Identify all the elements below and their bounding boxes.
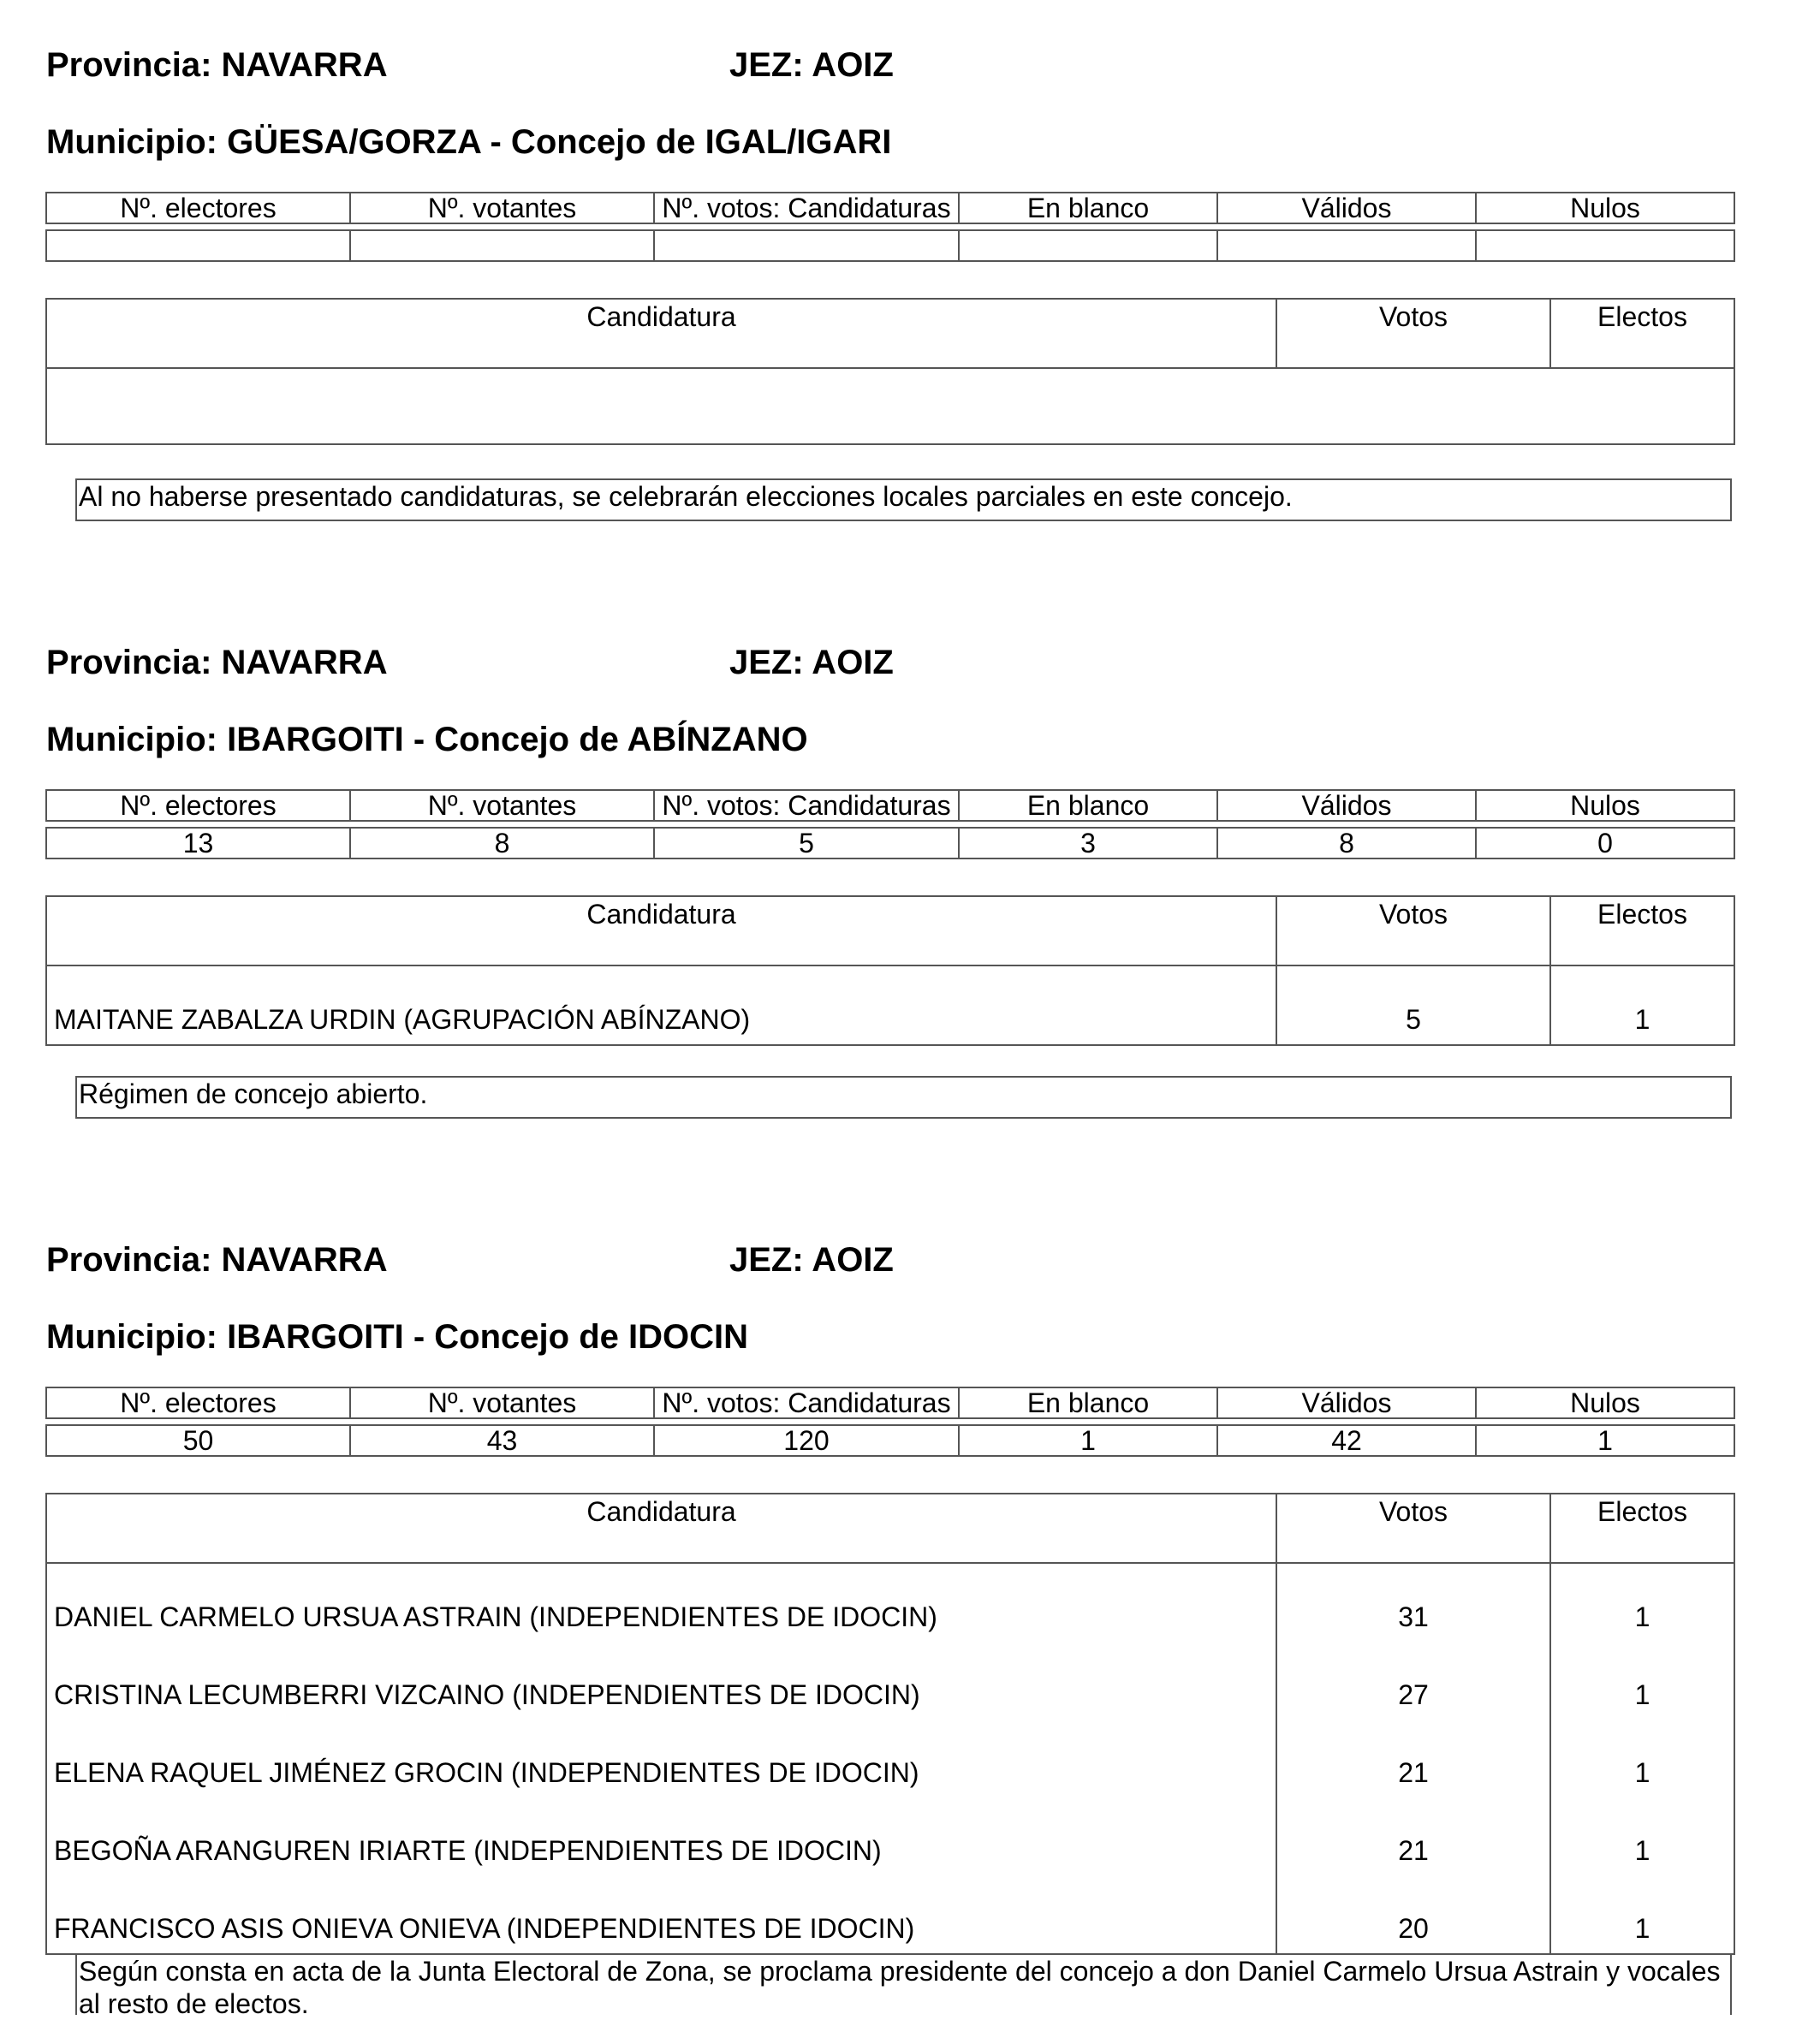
header-electos: Electos — [1550, 299, 1734, 368]
stats-header-validos: Válidos — [1217, 1387, 1476, 1418]
header-candidatura: Candidatura — [46, 1494, 1276, 1563]
stats-value-votos-candidaturas: 5 — [654, 828, 959, 858]
header-electos: Electos — [1550, 1494, 1734, 1563]
stats-header-votos-candidaturas: Nº. votos: Candidaturas — [654, 790, 959, 821]
stats-header-validos: Válidos — [1217, 193, 1476, 223]
stats-value-votantes: 8 — [350, 828, 654, 858]
candidate-votos: 20 — [1276, 1875, 1550, 1954]
stats-value-votos-candidaturas: 120 — [654, 1425, 959, 1456]
candidate-electos: 1 — [1550, 1720, 1734, 1797]
candidate-electos: 1 — [1550, 965, 1734, 1045]
candidate-electos: 1 — [1550, 1875, 1734, 1954]
candidate-votos: 31 — [1276, 1563, 1550, 1642]
stats-value-electores: 50 — [46, 1425, 350, 1456]
jez-heading: JEZ: AOIZ — [729, 1241, 894, 1279]
stats-table — [45, 192, 1735, 262]
stats-value-nulos — [1476, 230, 1734, 261]
municipio-heading: Municipio: GÜESA/GORZA - Concejo de IGAL/IGARI — [46, 123, 892, 161]
municipio-heading: Municipio: IBARGOITI - Concejo de ABÍNZANO — [46, 721, 808, 758]
jez-heading: JEZ: AOIZ — [729, 644, 894, 681]
note-box: Según consta en acta de la Junta Electoral de Zona, se proclama presidente del concejo a don Daniel Carmelo Ursua Astrain y vocales al resto de electos. — [75, 1953, 1732, 2015]
header-votos: Votos — [1276, 299, 1550, 368]
candidate-votos: 27 — [1276, 1642, 1550, 1720]
header-votos: Votos — [1276, 896, 1550, 965]
candidates-table — [45, 895, 1735, 1046]
stats-header-nulos: Nulos — [1476, 790, 1734, 821]
stats-header-en-blanco: En blanco — [959, 1387, 1217, 1418]
candidate-votos: 21 — [1276, 1797, 1550, 1875]
stats-header-nulos: Nulos — [1476, 193, 1734, 223]
candidate-name: ELENA RAQUEL JIMÉNEZ GROCIN (INDEPENDIENTES DE IDOCIN) — [46, 1720, 1276, 1797]
stats-header-row — [46, 193, 1734, 223]
candidate-row — [46, 1642, 1734, 1720]
stats-value-row — [46, 230, 1734, 261]
stats-value-validos — [1217, 230, 1476, 261]
stats-header-votos-candidaturas: Nº. votos: Candidaturas — [654, 1387, 959, 1418]
stats-header-en-blanco: En blanco — [959, 790, 1217, 821]
empty-candidates-cell — [46, 368, 1734, 444]
stats-value-electores — [46, 230, 350, 261]
stats-value-en-blanco: 1 — [959, 1425, 1217, 1456]
stats-table — [45, 1387, 1735, 1457]
stats-header-nulos: Nulos — [1476, 1387, 1734, 1418]
stats-table — [45, 789, 1735, 859]
stats-header-electores: Nº. electores — [46, 790, 350, 821]
stats-value-electores: 13 — [46, 828, 350, 858]
stats-value-nulos: 0 — [1476, 828, 1734, 858]
municipio-heading: Municipio: IBARGOITI - Concejo de IDOCIN — [46, 1318, 748, 1356]
concejo-section-abinzano — [0, 597, 1820, 1197]
stats-header-votantes: Nº. votantes — [350, 790, 654, 821]
stats-header-en-blanco: En blanco — [959, 193, 1217, 223]
stats-value-validos: 42 — [1217, 1425, 1476, 1456]
candidate-votos: 21 — [1276, 1720, 1550, 1797]
candidate-row — [46, 965, 1734, 1045]
candidates-header-row — [46, 896, 1734, 965]
stats-header-electores: Nº. electores — [46, 193, 350, 223]
candidate-name: CRISTINA LECUMBERRI VIZCAINO (INDEPENDIENTES DE IDOCIN) — [46, 1642, 1276, 1720]
candidate-electos: 1 — [1550, 1642, 1734, 1720]
candidate-electos: 1 — [1550, 1563, 1734, 1642]
candidate-row — [46, 1563, 1734, 1642]
candidate-name: BEGOÑA ARANGUREN IRIARTE (INDEPENDIENTES DE IDOCIN) — [46, 1797, 1276, 1875]
candidate-electos: 1 — [1550, 1797, 1734, 1875]
stats-value-en-blanco: 3 — [959, 828, 1217, 858]
candidate-row — [46, 1720, 1734, 1797]
header-votos: Votos — [1276, 1494, 1550, 1563]
stats-value-votantes: 43 — [350, 1425, 654, 1456]
candidates-table — [45, 1493, 1735, 1955]
stats-header-votantes: Nº. votantes — [350, 1387, 654, 1418]
candidates-header-row — [46, 1494, 1734, 1563]
header-candidatura: Candidatura — [46, 896, 1276, 965]
candidate-name: DANIEL CARMELO URSUA ASTRAIN (INDEPENDIENTES DE IDOCIN) — [46, 1563, 1276, 1642]
candidate-row — [46, 1797, 1734, 1875]
candidate-name: FRANCISCO ASIS ONIEVA ONIEVA (INDEPENDIENTES DE IDOCIN) — [46, 1875, 1276, 1954]
note-box: Al no haberse presentado candidaturas, se celebrarán elecciones locales parciales en este concejo. — [75, 478, 1732, 521]
stats-value-validos: 8 — [1217, 828, 1476, 858]
candidates-table — [45, 298, 1735, 445]
stats-header-votos-candidaturas: Nº. votos: Candidaturas — [654, 193, 959, 223]
candidate-row-empty — [46, 368, 1734, 444]
provincia-heading: Provincia: NAVARRA — [46, 644, 388, 681]
provincia-heading: Provincia: NAVARRA — [46, 1241, 388, 1279]
header-electos: Electos — [1550, 896, 1734, 965]
provincia-heading: Provincia: NAVARRA — [46, 46, 388, 84]
stats-header-row — [46, 1387, 1734, 1418]
header-candidatura: Candidatura — [46, 299, 1276, 368]
candidate-votos: 5 — [1276, 965, 1550, 1045]
note-box: Régimen de concejo abierto. — [75, 1076, 1732, 1119]
stats-header-validos: Válidos — [1217, 790, 1476, 821]
stats-value-votos-candidaturas — [654, 230, 959, 261]
stats-value-en-blanco — [959, 230, 1217, 261]
jez-heading: JEZ: AOIZ — [729, 46, 894, 84]
concejo-section-idocin — [0, 1195, 1820, 2019]
stats-header-electores: Nº. electores — [46, 1387, 350, 1418]
stats-header-row — [46, 790, 1734, 821]
stats-header-votantes: Nº. votantes — [350, 193, 654, 223]
concejo-section-igal — [0, 0, 1820, 599]
candidate-name: MAITANE ZABALZA URDIN (AGRUPACIÓN ABÍNZANO) — [46, 965, 1276, 1045]
stats-value-votantes — [350, 230, 654, 261]
candidate-row — [46, 1875, 1734, 1954]
candidates-header-row — [46, 299, 1734, 368]
stats-value-row — [46, 1425, 1734, 1456]
stats-value-row — [46, 828, 1734, 858]
stats-value-nulos: 1 — [1476, 1425, 1734, 1456]
